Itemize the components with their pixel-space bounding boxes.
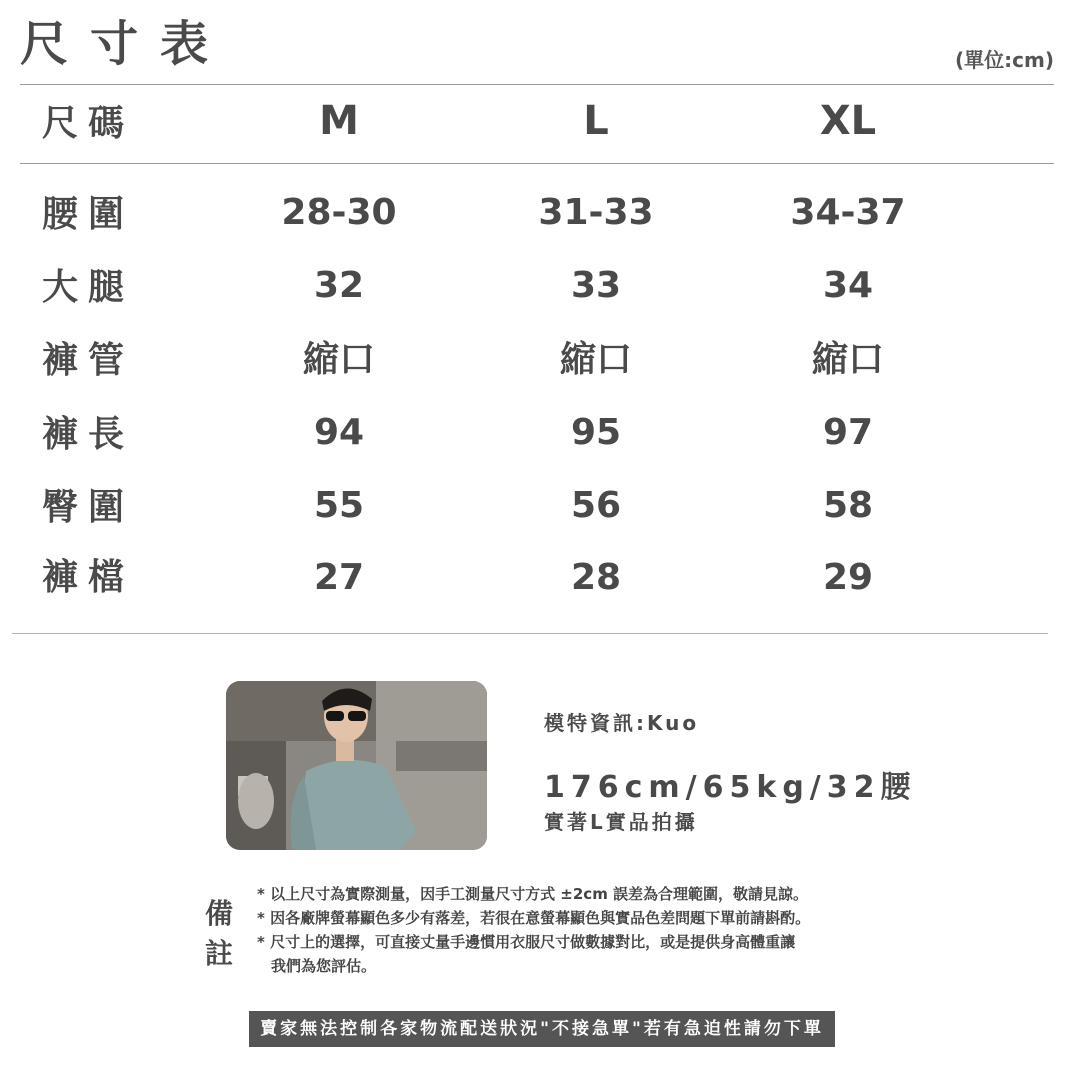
model-photo: [226, 681, 487, 850]
cell-waist-xl: 34-37: [790, 192, 906, 233]
cell-hip-m: 55: [313, 485, 365, 526]
notes-heading-text: 備 註: [204, 897, 233, 970]
page-title: 尺寸表: [20, 16, 231, 72]
cell-hem-l: 縮口: [559, 339, 632, 380]
cell-length-l: 95: [570, 412, 622, 453]
size-header-label: 尺碼: [42, 103, 135, 144]
cell-thigh-m: 32: [313, 265, 365, 306]
row-label-length: 褲長: [42, 414, 135, 455]
cell-waist-m: 28-30: [281, 192, 397, 233]
shipping-notice-banner: 賣家無法控制各家物流配送狀況"不接急單"若有急迫性請勿下單: [249, 1011, 835, 1047]
size-header-l: L: [583, 98, 609, 144]
note-line-1: * 以上尺寸為實際測量，因手工測量尺寸方式 ±2cm 誤差為合理範圍，敬請見諒。: [257, 885, 809, 903]
cell-hip-l: 56: [570, 485, 622, 526]
row-label-thigh: 大腿: [42, 267, 135, 308]
note-line-3: * 尺寸上的選擇，可直接丈量手邊慣用衣服尺寸做數據對比，或是提供身高體重讓: [257, 933, 796, 951]
model-info-label: 模特資訊:Kuo: [544, 711, 700, 735]
cell-hip-xl: 58: [822, 485, 874, 526]
cell-hem-xl: 縮口: [811, 339, 884, 380]
divider-bottom: [12, 633, 1048, 634]
row-label-waist: 腰圍: [42, 194, 135, 235]
model-stats: 176cm/65kg/32腰: [544, 770, 917, 805]
cell-crotch-l: 28: [570, 557, 622, 598]
unit-label: (單位:cm): [955, 48, 1054, 72]
cell-length-m: 94: [313, 412, 365, 453]
notes-heading: [202, 894, 236, 974]
cell-waist-l: 31-33: [538, 192, 654, 233]
cell-crotch-m: 27: [313, 557, 365, 598]
cell-length-xl: 97: [822, 412, 874, 453]
model-wearing: 實著L實品拍攝: [544, 810, 698, 834]
divider-header: [20, 163, 1054, 164]
cell-hem-m: 縮口: [302, 339, 375, 380]
divider-top: [20, 84, 1054, 85]
note-line-2: * 因各廠牌螢幕顯色多少有落差，若很在意螢幕顯色與實品色差問題下單前請斟酌。: [257, 909, 811, 927]
note-line-4: 我們為您評估。: [271, 957, 377, 975]
notes-list: [257, 882, 897, 978]
cell-crotch-xl: 29: [822, 557, 874, 598]
cell-thigh-xl: 34: [822, 265, 874, 306]
row-label-hip: 臀圍: [42, 487, 135, 528]
size-header-m: M: [319, 98, 359, 144]
row-label-crotch: 褲檔: [42, 557, 135, 598]
size-header-xl: XL: [819, 98, 877, 144]
row-label-hem: 褲管: [42, 340, 135, 381]
cell-thigh-l: 33: [570, 265, 622, 306]
